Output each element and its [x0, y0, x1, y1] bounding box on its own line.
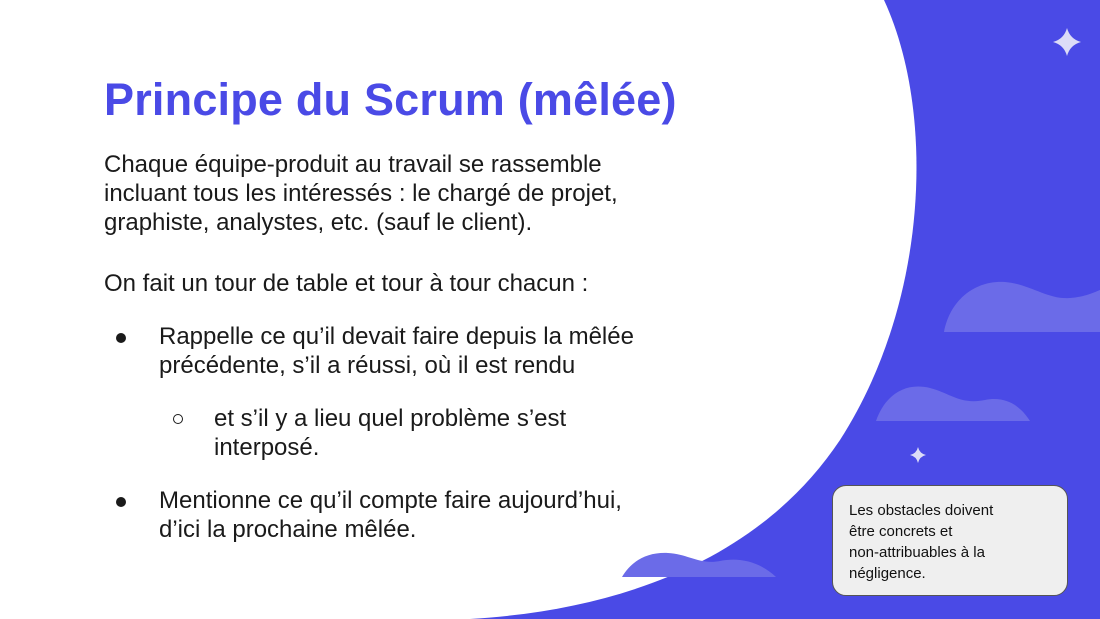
bullet-line: Rappelle ce qu’il devait faire depuis la mêlée — [159, 323, 634, 350]
sub-bullet-line: interposé. — [214, 434, 320, 461]
sparkle-icon — [910, 447, 926, 463]
bullet-line: précédente, s’il a réussi, où il est rendu — [159, 352, 576, 379]
cloud-shape — [876, 387, 1030, 421]
note-line: être concrets et — [849, 523, 953, 540]
round-table-paragraph: On fait un tour de table et tour à tour chacun : — [104, 270, 589, 297]
slide-body — [104, 150, 724, 544]
sub-bullet-line: et s’il y a lieu quel problème s’est — [214, 405, 567, 432]
sub-bullet-circle-icon — [173, 414, 183, 424]
intro-line: Chaque équipe-produit au travail se rassemble — [104, 151, 602, 178]
note-line: Les obstacles doivent — [849, 502, 994, 519]
intro-paragraph — [104, 150, 724, 237]
bullet-item-recap — [104, 322, 724, 462]
bullet-line: Mentionne ce qu’il compte faire aujourd’hui, — [159, 487, 622, 514]
bullet-line: d’ici la prochaine mêlée. — [159, 516, 417, 543]
note-line: non-attribuables à la — [849, 544, 985, 561]
slide-title: Principe du Scrum (mêlée) — [104, 74, 677, 125]
note-line: négligence. — [849, 565, 926, 582]
bullet-list — [104, 322, 724, 544]
intro-line: incluant tous les intéressés : le chargé de projet, — [104, 180, 618, 207]
spacer — [104, 237, 724, 269]
cloud-shape — [944, 282, 1100, 332]
obstacles-note-box — [832, 485, 1068, 596]
intro-line: graphiste, analystes, etc. (sauf le client). — [104, 209, 533, 236]
sub-bullet-item-problem — [159, 404, 724, 462]
bullet-dot-icon — [116, 333, 126, 343]
bullet-item-plan — [104, 486, 724, 544]
sparkle-icon — [1053, 28, 1081, 56]
bullet-dot-icon — [116, 497, 126, 507]
